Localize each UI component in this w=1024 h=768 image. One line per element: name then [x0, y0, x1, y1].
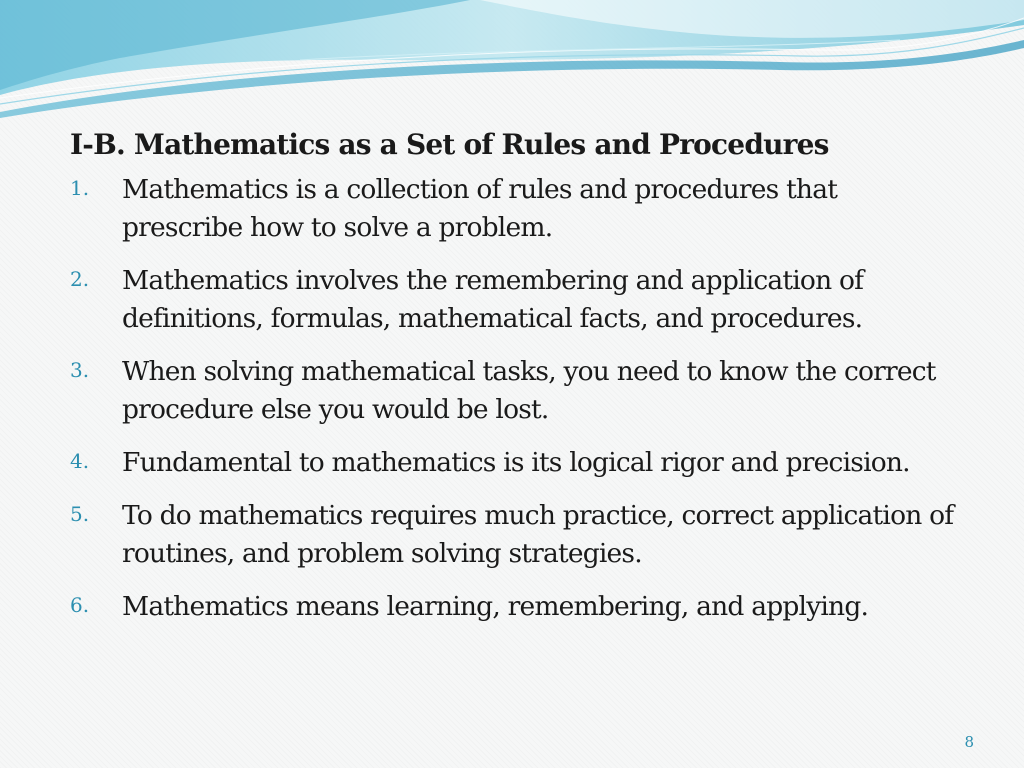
page-number: 8: [964, 733, 974, 751]
list-item: [70, 353, 970, 429]
list-item-text: Fundamental to mathematics is its logical rigor and precision.: [122, 447, 910, 478]
list-item-number: 6.: [70, 593, 90, 617]
list-item-number: 2.: [70, 267, 90, 291]
list-item-number: 4.: [70, 449, 90, 473]
slide-title: I-B. Mathematics as a Set of Rules and Procedures: [70, 128, 829, 161]
list-item-text: When solving mathematical tasks, you need to know the correct procedure else you would be lost.: [122, 356, 936, 425]
list-item: [70, 588, 970, 626]
list-item: [70, 171, 970, 247]
list-item-number: 5.: [70, 502, 90, 526]
list-item-text: Mathematics is a collection of rules and procedures that prescribe how to solve a problem.: [122, 174, 838, 243]
list-item: [70, 262, 970, 338]
list-item-number: 1.: [70, 176, 90, 200]
list-item-text: Mathematics involves the remembering and application of definitions, formulas, mathematical facts, and procedures.: [122, 265, 864, 334]
slide-content: [70, 128, 970, 641]
list-item: [70, 444, 970, 482]
list-item-text: Mathematics means learning, remembering, and applying.: [122, 591, 869, 622]
list-item: [70, 497, 970, 573]
header-swoosh-decoration: [0, 0, 1024, 120]
list-item-text: To do mathematics requires much practice, correct application of routines, and problem solving strategies.: [122, 500, 954, 569]
rules-list: [70, 171, 970, 626]
list-item-number: 3.: [70, 358, 90, 382]
